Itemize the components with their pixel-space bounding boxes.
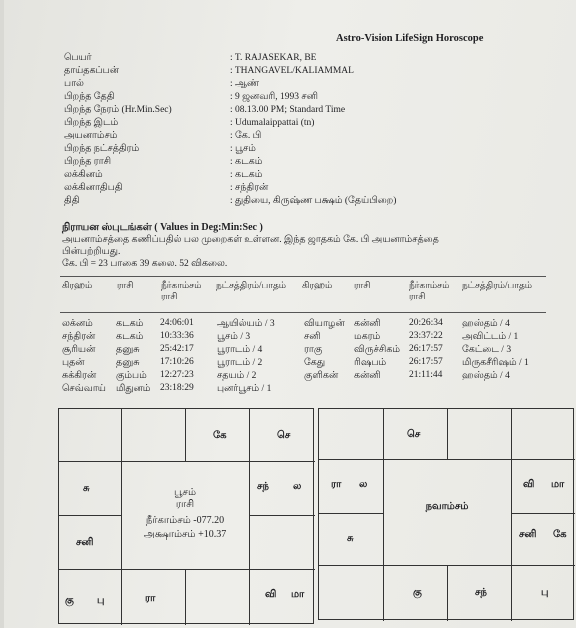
rasi-lagna-label: ல [293,481,302,492]
star-cell: அவிட்டம் / 1 [462,332,519,342]
info-label: பிறந்த நேரம் (Hr.Min.Sec) [64,105,172,115]
info-label: திதி [64,196,80,206]
rasi-latitude: அக்ஷாம்சம் +10.37 [143,529,227,540]
star-cell: ஹஸ்தம் / 4 [462,371,510,381]
sign-cell: தனுசு [116,345,140,355]
info-value: : THANGAVEL/KALIAMMAL [230,66,354,76]
rasi-kuligan-label: மா [291,589,305,600]
rasi-jupiter-label: வி [265,589,277,600]
info-value: : கே. பி [230,131,262,141]
rasi-saturn-label: சனி [76,537,94,548]
navamsa-kuligan-label: மா [551,479,565,490]
info-value: : 08.13.00 PM; Standard Time [230,105,346,115]
sign-cell: கடகம் [116,319,144,329]
col-header-sign: ராசி [354,280,371,290]
longitude-cell: 26:17:57 [409,357,443,367]
info-label: லக்கினம் [64,170,103,180]
planet-cell: ராகு [304,345,323,355]
planet-cell: குளிகன் [304,371,339,381]
rasi-rahu-label: ரா [145,593,156,604]
navamsa-chart [318,408,574,620]
sign-cell: தனுசு [116,358,140,368]
info-value: : துதியை, கிருஷ்ண பக்ஷம் (தேய்பிறை) [230,196,397,206]
star-cell: கேட்டை / 3 [462,345,512,355]
navamsa-rahu-label: ரா [331,479,342,490]
info-value: : பூசம் [230,144,256,154]
planet-cell: வியாழன் [304,319,345,329]
planet-cell: புதன் [62,358,85,368]
longitude-cell: 25:42:17 [160,344,194,354]
navamsa-saturn-label: சனி [519,529,537,540]
sign-cell: கன்னி [354,371,381,381]
navamsa-jupiter-label: வி [523,479,535,490]
grid-line [185,569,186,625]
info-label: அயனாம்சம் [64,131,118,141]
longitude-cell: 23:37:22 [409,331,443,341]
col-header-star-pada: நட்சத்திரம்/பாதம் [216,280,287,290]
horoscope-page [4,0,576,628]
grid-line [59,569,315,570]
rasi-center-title: ராசி [175,499,195,510]
navamsa-sun-label: கு [413,587,422,598]
col-header-sign: ராசி [117,280,134,290]
longitude-cell: 12:27:23 [160,370,194,380]
col-header-longitude: நீர்காம்சம் ராசி [161,280,202,301]
planet-cell: லக்னம் [62,319,93,329]
info-label: பிறந்த இடம் [64,118,119,128]
rasi-sun-label: கு [65,595,74,606]
rasi-mercury-label: பு [97,595,105,606]
info-label: பிறந்த நட்சத்திரம் [64,144,140,154]
navamsa-mars-label: செ [407,429,421,440]
grid-line [319,565,575,566]
rasi-center-star: பூசம் [173,487,197,498]
document-title: Astro-Vision LifeSign Horoscope [336,33,484,44]
star-cell: பூசம் / 3 [217,332,251,342]
planet-cell: செவ்வாய் [62,384,106,394]
table-rule-top [60,276,546,277]
navamsa-lagna-label: ல [359,479,368,490]
planet-cell: சனி [304,332,321,342]
ayanamsa-note: அயனாம்சத்தை கணிப்பதில் பல முறைகள் உள்ளன. இந்த ஜாதகம் கே. பி அயனாம்சத்தை [62,235,439,245]
rasi-mars-label: செ [277,430,291,441]
ayanamsa-note-cont: பின்பற்றியது. [62,247,121,257]
grid-line [185,409,186,461]
longitude-cell: 24:06:01 [160,318,194,328]
grid-line [383,409,384,621]
info-value: : ஆண் [230,79,260,89]
star-cell: ஹஸ்தம் / 4 [462,319,510,329]
info-label: பிறந்த ராசி [64,157,112,167]
info-value: : 9 ஜனவரி, 1993 சனி [230,92,318,102]
info-value: : Udumalaippattai (tn) [230,118,315,128]
grid-line [511,409,512,621]
grid-line [249,409,250,625]
grid-line [249,515,315,516]
star-cell: மிருகசீரிஷம் / 1 [462,358,529,368]
col-header-longitude: நீர்காம்சம் ராசி [409,280,450,301]
col-header-planet: கிரஹம் [62,280,93,290]
grid-line [59,461,315,462]
planet-cell: சுக்கிரன் [62,371,97,381]
planet-cell: கேது [304,358,326,368]
star-cell: சதயம் / 2 [217,371,257,381]
rasi-longitude: நீர்காம்சம் -077.20 [145,515,225,526]
info-value: : கடகம் [230,170,263,180]
info-label: லக்கினாதிபதி [64,183,123,193]
col-header-planet: கிரஹம் [302,280,333,290]
planet-cell: சந்திரன் [62,332,96,342]
rasi-ketu-label: கே [213,430,227,441]
navamsa-center-title: நவாம்சம் [425,501,469,512]
sign-cell: ரிஷபம் [354,358,387,368]
navamsa-venus-label: சு [347,533,354,544]
info-value: : T. RAJASEKAR, BE [230,53,317,63]
sign-cell: மிதுனம் [116,384,151,394]
sign-cell: கடகம் [116,332,144,342]
longitude-cell: 10:33:36 [160,331,194,341]
rasi-venus-label: சு [83,483,90,494]
navamsa-ketu-label: கே [553,529,567,540]
longitude-cell: 20:26:34 [409,318,443,328]
ayanamsa-value: கே. பி = 23 பாகை 39 கலை. 52 விகலை. [62,259,228,269]
table-rule-mid [60,312,546,313]
info-value: : கடகம் [230,157,263,167]
navamsa-mercury-label: பு [541,587,549,598]
info-label: பெயர் [64,53,92,63]
grid-line [511,513,575,514]
sign-cell: கன்னி [354,319,381,329]
longitude-cell: 26:17:57 [409,344,443,354]
rasi-moon-label: சந் [257,481,269,492]
grid-line [447,565,448,621]
sign-cell: மகரம் [354,332,381,342]
grid-line [319,459,575,460]
grid-line [59,515,121,516]
info-label: தாய்தகப்பன் [64,66,119,76]
col-header-star-pada: நட்சத்திரம்/பாதம் [462,280,533,290]
star-cell: புனர்பூசம் / 1 [217,384,272,394]
longitude-cell: 23:18:29 [160,383,194,393]
sign-cell: கும்பம் [116,371,147,381]
star-cell: பூராடம் / 2 [217,358,263,368]
sign-cell: விருச்சிகம் [354,345,401,355]
star-cell: பூராடம் / 4 [217,345,263,355]
positions-title: நிராயன ஸ்புடங்கள் ( Values in Deg:Min:Sec ) [62,222,263,233]
planet-cell: சூரியன் [62,345,96,355]
grid-line [319,513,383,514]
grid-line [447,409,448,459]
longitude-cell: 21:11:44 [409,370,443,380]
star-cell: ஆயில்யம் / 3 [217,319,275,329]
info-label: பால் [64,79,84,89]
navamsa-moon-label: சந் [475,587,487,598]
info-label: பிறந்த தேதி [64,92,115,102]
info-value: : சந்திரன் [230,183,269,193]
longitude-cell: 17:10:26 [160,357,194,367]
rasi-chart [58,408,314,624]
